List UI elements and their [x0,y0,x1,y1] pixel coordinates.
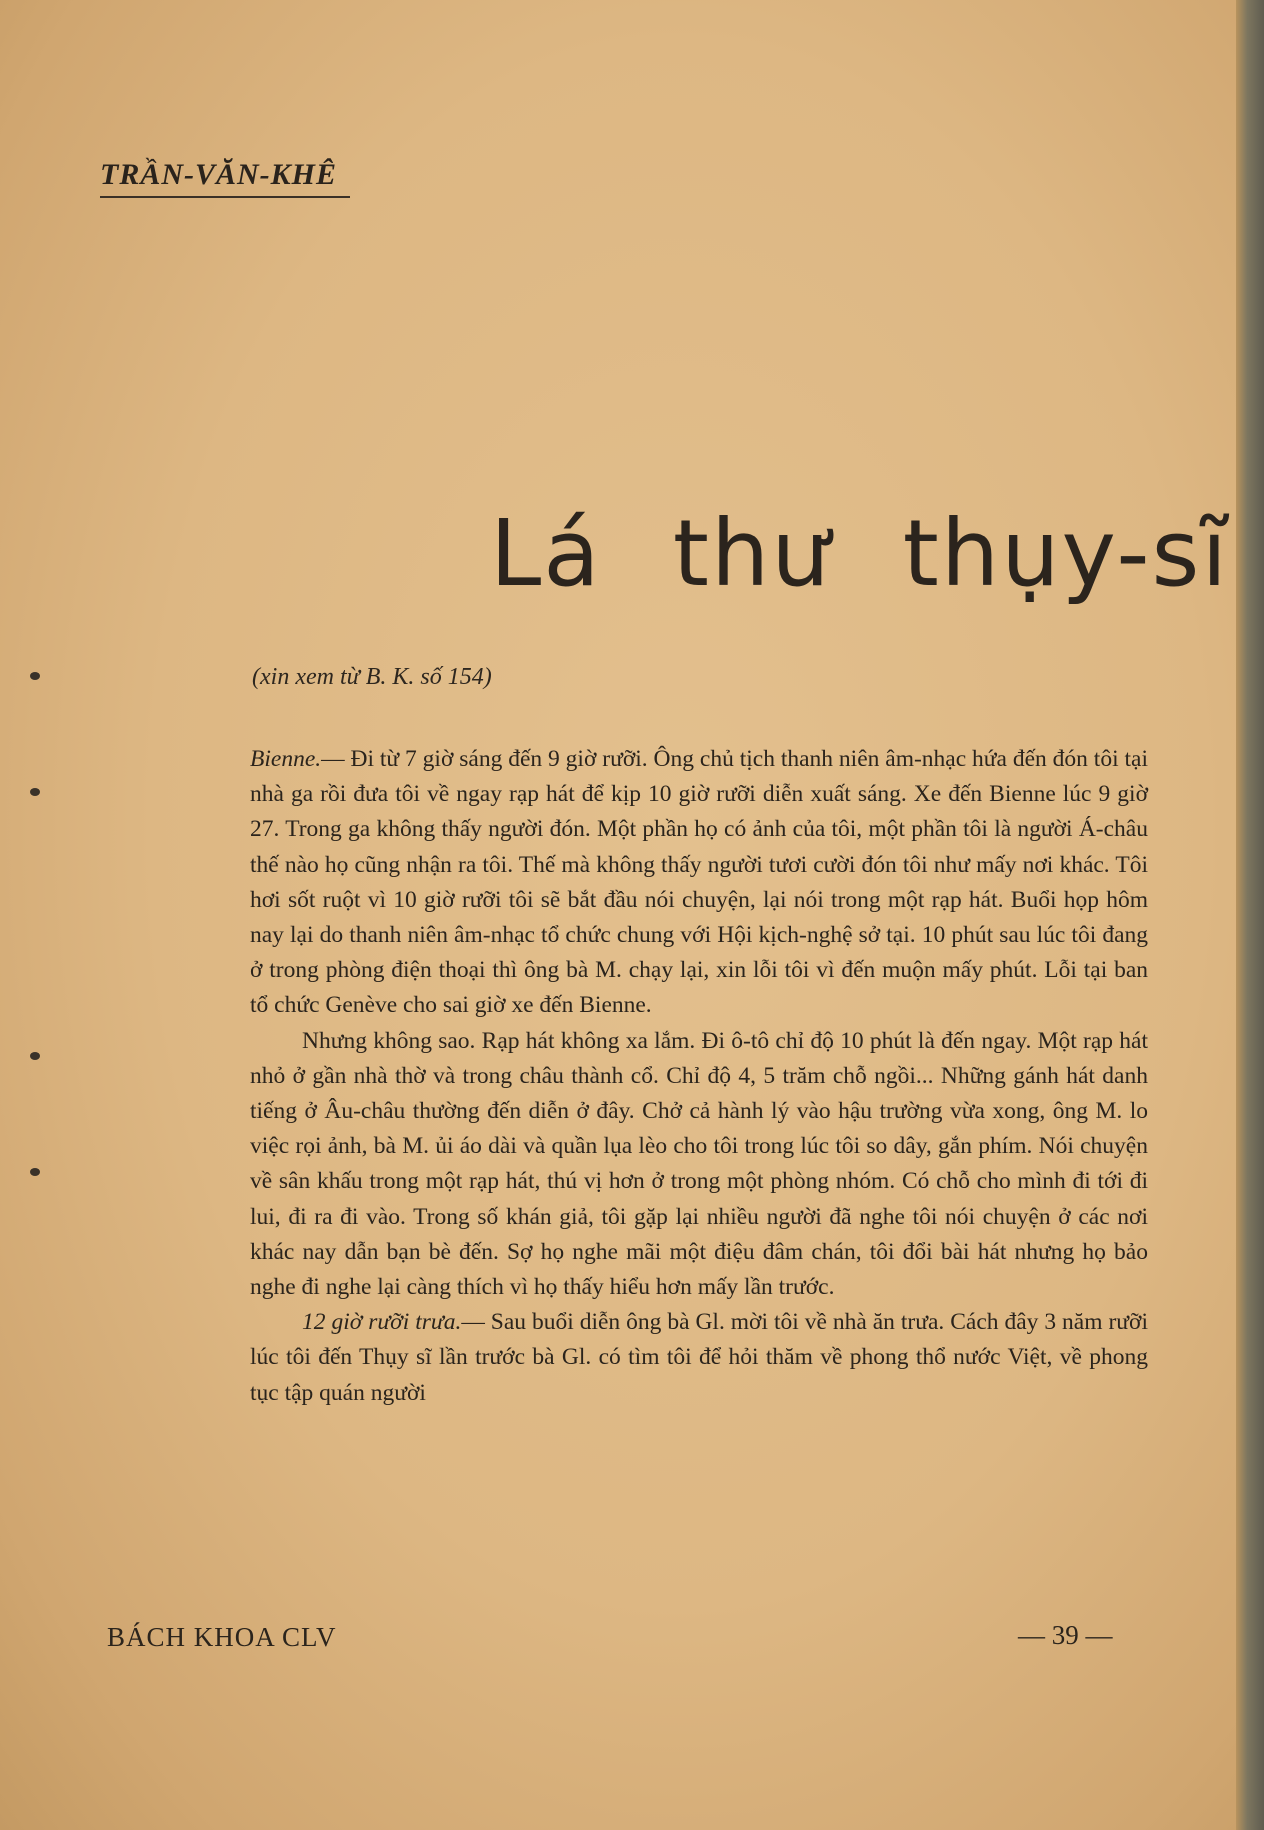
magazine-name: BÁCH KHOA CLV [107,1622,337,1652]
page-number: — 39 — [1018,1620,1113,1650]
paragraph-text: — Đi từ 7 giờ sáng đến 9 giờ rưỡi. Ông chủ tịch thanh niên âm-nhạc hứa đến đón tôi tại nhà ga rồi đưa tôi về ngay rạp hát để kịp 10 giờ rưỡi diễn xuất sáng. Xe đến Bienne lúc 9 giờ 27. Trong ga không thấy người đón. Một phần họ có ảnh của tôi, một phần tôi là người Á-châu thế nào họ cũng nhận ra tôi. Thế mà không thấy người tươi cười đón tôi như mấy nơi khác. Tôi hơi sốt ruột vì 10 giờ rưỡi tôi sẽ bắt đầu nói chuyện, lại nói trong một rạp hát. Buổi họp hôm nay lại do thanh niên âm-nhạc tổ chức chung với Hội kịch-nghệ sở tại. 10 phút sau lúc tôi đang ở trong phòng điện thoại thì ông bà M. chạy lại, xin lỗi tôi vì đến muộn mấy phút. Lỗi tại ban tổ chức Genève cho sai giờ xe đến Bienne. [250,746,1148,1019]
punch-hole [30,1168,40,1176]
author-name: TRẦN-VĂN-KHÊ [100,158,350,198]
article-body [250,742,1148,1411]
paragraph [250,1024,1148,1306]
punch-hole [30,672,40,680]
paragraph-text: — Sau buổi diễn ông bà Gl. mời tôi về nhà ăn trưa. Cách đây 3 năm rưỡi lúc tôi đến Thụy sĩ lần trước bà Gl. có tìm tôi để hỏi thăm về phong thổ nước Việt, về phong tục tập quán người [250,1309,1148,1406]
page-edge-shadow [1236,0,1264,1830]
paragraph [250,742,1148,1024]
paragraph [250,1305,1148,1411]
continuation-reference: (xin xem từ B. K. số 154) [252,664,492,690]
punch-hole [30,1052,40,1060]
paragraph-text: Nhưng không sao. Rạp hát không xa lắm. Đi ô-tô chỉ độ 10 phút là đến ngay. Một rạp hát nhỏ ở gần nhà thờ và trong châu thành cổ. Chỉ độ 4, 5 trăm chỗ ngồi... Những gánh hát danh tiếng ở Âu-châu thường đến diễn ở đây. Chở cả hành lý vào hậu trường vừa xong, ông M. lo việc rọi ảnh, bà M. ủi áo dài và quần lụa lèo cho tôi trong lúc tôi so dây, gắn phím. Nói chuyện về sân khấu trong một rạp hát, thú vị hơn ở trong một phòng nhóm. Có chỗ cho mình đi tới đi lui, đi ra đi vào. Trong số khán giả, tôi gặp lại nhiều người đã nghe tôi nói chuyện ở các nơi khác nay dẫn bạn bè đến. Sợ họ nghe mãi một điệu đâm chán, tôi đổi bài hát nhưng họ bảo nghe đi nghe lại càng thích vì họ thấy hiểu hơn mấy lần trước. [250,1027,1148,1301]
paragraph-lead: 12 giờ rưỡi trưa. [302,1309,462,1336]
article-title: Lá thư thụy-sĩ [490,500,1230,607]
punch-hole [30,788,40,796]
paragraph-lead: Bienne. [250,746,322,772]
